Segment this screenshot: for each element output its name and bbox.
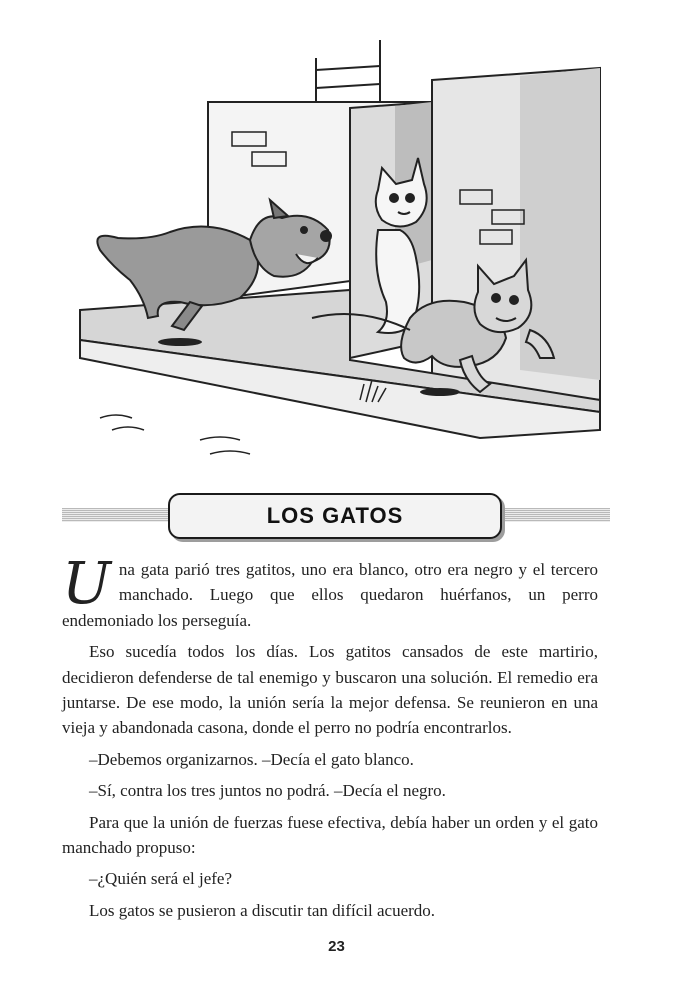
cat-shadow xyxy=(420,388,460,396)
paragraph-6: –¿Quién será el jefe? xyxy=(89,869,232,889)
title-box xyxy=(168,493,502,539)
paragraph-3: –Debemos organizarnos. –Decía el gato blanco. xyxy=(89,749,414,769)
dog-chasing-cats-illustration xyxy=(60,40,620,470)
drop-cap: U xyxy=(62,549,111,617)
page-number: 23 xyxy=(328,938,345,955)
title-band xyxy=(62,490,610,540)
paragraph-4: –Sí, contra los tres juntos no podrá. –Decía el negro. xyxy=(89,781,446,801)
title-rule-left xyxy=(62,508,172,522)
title-rule-right xyxy=(500,508,610,522)
paragraph-1 xyxy=(62,549,598,633)
paragraph-5: Para que la unión de fuerzas fuese efectiva, debía haber un orden y el gato manchado propuso: xyxy=(62,812,598,858)
paragraph-7: Los gatos se pusieron a discutir tan difícil acuerdo. xyxy=(89,900,436,920)
paragraph-2: Eso sucedía todos los días. Los gatitos cansados de este martirio, decidieron defenderse de tal enemigo y buscaron una solución. El remedio era juntarse. De ese modo, la unión sería la mejor defensa. Se reunieron en una vieja y abandonada casona, donde el perro no podría encontrarlos. xyxy=(62,642,598,738)
story-title: LOS GATOS xyxy=(266,503,404,528)
paragraph-1-text: na gata parió tres gatitos, uno era blanco, otro era negro y el tercero manchado. Luego que ellos quedaron huérfanos, un perro endemoniado los perseguía. xyxy=(62,560,598,630)
story-text xyxy=(62,549,598,929)
dog-shadow xyxy=(158,338,202,346)
